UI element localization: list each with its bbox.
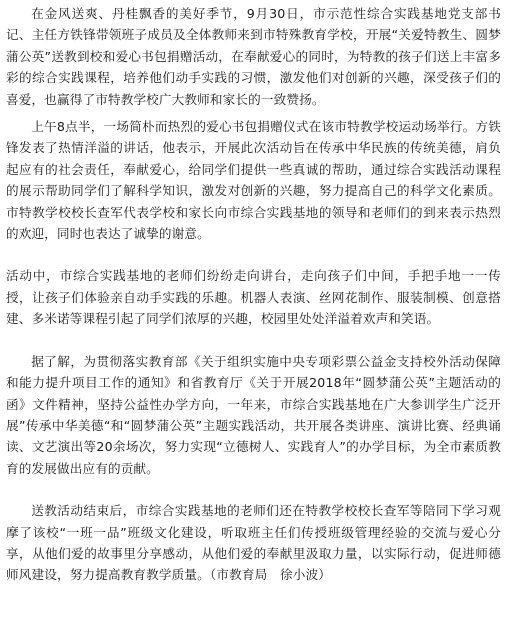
article-paragraph-2: 上午8点半，一场简朴而热烈的爱心书包捐赠仪式在该市特教学校运动场举行。方铁锋发表了热情洋溢的讲话，他表示，开展此次活动旨在传承中华民族的传统美德，肩负起应有的社会责任，奉献爱心，给同学们提供一些真诚的帮助，通过综合实践活动课程的展示帮助同学们了解科学知识，激发对创新的兴趣，努力提高自己的科学文化素质。市特教学校校长查军代表学校和家长向市综合实践基地的领导和老师们的到来表示热烈的欢迎，同时也表达了诚挚的谢意。 [6, 119, 501, 242]
article-paragraph-1: 在金风送爽、丹桂飘香的美好季节，9月30日，市示范性综合实践基地党支部书记、主任方铁锋带领班子成员及全体教师来到市特殊教育学校，开展“关爱特教生、圆梦蒲公英”送教到校和爱心书包捐赠活动，在奉献爱心的同时，为特教的孩子们送上丰富多彩的综合实践课程，培养他们动手实践的习惯，激发他们对创新的兴趣，深受孩子们的喜爱，也赢得了市特教学校广大教师和家长的一致赞扬。 [6, 6, 501, 107]
article-paragraph-5: 送教活动结束后，市综合实践基地的老师们还在特教学校校长查军等陪同下学习观摩了该校“一班一品”班级文化建设，听取班主任们传授班级管理经验的交流与爱心分享，从他们爱的故事里分享感动，从他们爱的奉献里汲取力量，以实际行动，促进师德师风建设，努力提高教育教学质量。（市教育局 徐小波） [6, 503, 501, 583]
article-paragraph-4: 据了解，为贯彻落实教育部《关于组织实施中央专项彩票公益金支持校外活动保障和能力提升项目工作的通知》和省教育厅《关于开展2018年“圆梦蒲公英”主题活动的函》文件精神，坚持公益性办学方向，一年来，市综合实践基地在广大参训学生广泛开展”传承中华美德“和“圆梦蒲公英”主题实践活动，共开展各类讲座、演讲比赛、经典诵读、文艺演出等20余场次，努力实现“立德树人、实践育人”的办学目标，为全市素质教育的发展做出应有的贡献。 [6, 353, 501, 476]
article-paragraph-3: 活动中，市综合实践基地的老师们纷纷走向讲台，走向孩子们中间，手把手地一一传授，让孩子们体验亲自动手实践的乐趣。机器人表演、丝网花制作、服装制模、创意搭建、多米诺等课程引起了同学们浓厚的兴趣，校园里处处洋溢着欢声和笑语。 [6, 268, 501, 327]
